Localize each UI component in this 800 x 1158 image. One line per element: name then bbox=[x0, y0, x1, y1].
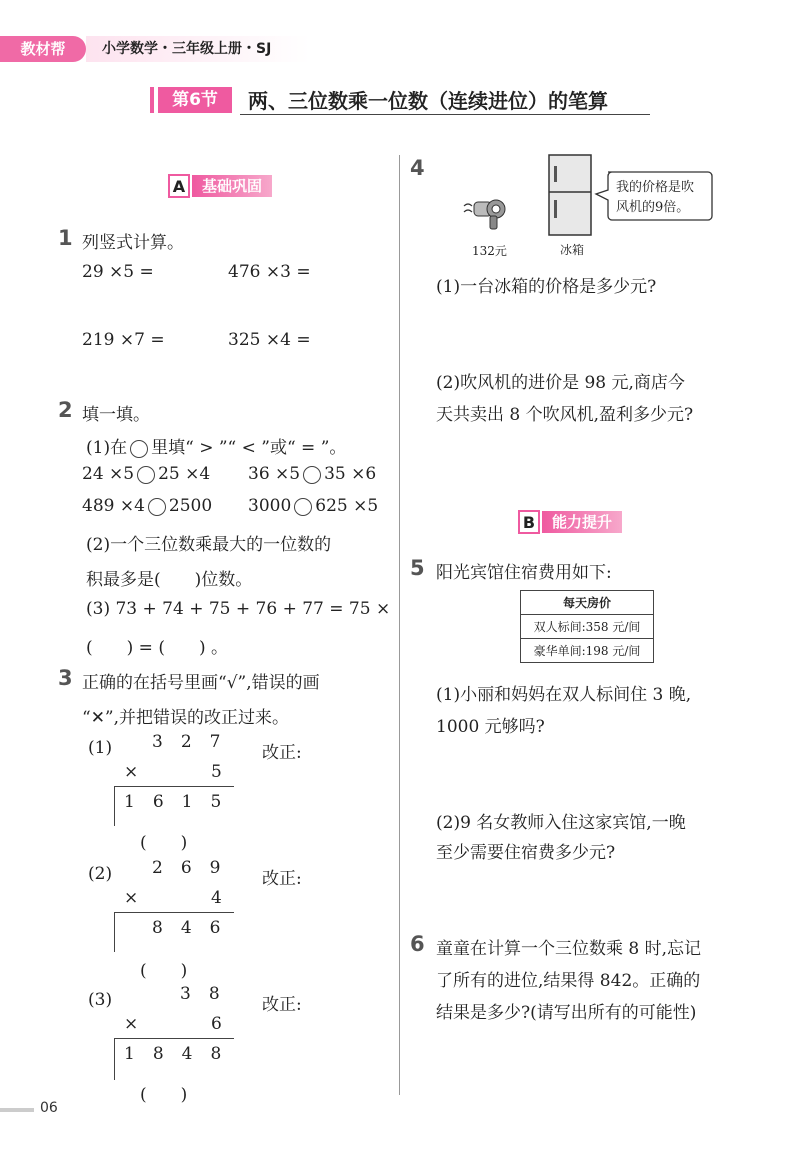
badge-text: 能力提升 bbox=[542, 511, 622, 533]
question-text: 积最多是( )位数。 bbox=[86, 570, 253, 590]
multiplicand: 269 bbox=[152, 858, 239, 878]
product: 846 bbox=[152, 918, 239, 938]
answer-paren[interactable]: ( ) bbox=[140, 833, 188, 853]
calc-line bbox=[114, 912, 115, 952]
answer-paren[interactable]: ( ) bbox=[140, 1085, 188, 1105]
calc-line bbox=[114, 786, 234, 787]
hair-dryer-icon bbox=[462, 196, 508, 230]
fix-label: 改正: bbox=[262, 995, 302, 1015]
book-title: 小学数学・三年级上册・SJ bbox=[86, 36, 310, 62]
multiplicand: 327 bbox=[152, 732, 239, 752]
compare-circle[interactable] bbox=[303, 466, 321, 484]
compare-circle[interactable] bbox=[137, 466, 155, 484]
calc-line bbox=[114, 912, 234, 913]
compare-circle[interactable] bbox=[148, 498, 166, 516]
brand-label: 教材帮 bbox=[0, 36, 86, 62]
calc-item: 476 ×3 = bbox=[228, 262, 311, 282]
question-number: 2 bbox=[58, 398, 73, 422]
question-text: 列竖式计算。 bbox=[82, 233, 184, 253]
question-number: 4 bbox=[410, 156, 425, 180]
question-text: 1000 元够吗? bbox=[436, 717, 545, 737]
question-text: “✕”,并把错误的改正过来。 bbox=[82, 708, 290, 728]
question-text: 童童在计算一个三位数乘 8 时,忘记 bbox=[436, 939, 702, 959]
price-table bbox=[520, 590, 654, 663]
times-sign: × bbox=[124, 1014, 139, 1034]
multiplier: 5 bbox=[211, 762, 222, 782]
item-label: (1) bbox=[88, 738, 113, 758]
column-divider bbox=[399, 155, 400, 1095]
fridge-label: 冰箱 bbox=[560, 243, 585, 257]
question-text: (2)吹风机的进价是 98 元,商店今 bbox=[436, 373, 685, 393]
question-number: 5 bbox=[410, 556, 425, 580]
question-text: 结果是多少?(请写出所有的可能性) bbox=[436, 1003, 697, 1023]
question-text: 天共卖出 8 个吹风机,盈利多少元? bbox=[436, 405, 694, 425]
badge-text: 基础巩固 bbox=[192, 175, 272, 197]
compare-instruction: (1)在 里填“ > ”“ < ”或“ = ”。 bbox=[86, 438, 347, 458]
product: 1848 bbox=[124, 1044, 240, 1064]
fix-label: 改正: bbox=[262, 743, 302, 763]
answer-paren[interactable]: ( ) bbox=[140, 961, 188, 981]
question-text: 至少需要住宿费多少元? bbox=[436, 843, 616, 863]
footer-bar bbox=[0, 1108, 34, 1112]
question-text: (2)9 名女教师入住这家宾馆,一晚 bbox=[436, 813, 686, 833]
question-number: 3 bbox=[58, 666, 73, 690]
question-text: (3) 73 + 74 + 75 + 76 + 77 = 75 × bbox=[86, 599, 391, 619]
section-underline bbox=[240, 114, 650, 115]
question-text: 了所有的进位,结果得 842。正确的 bbox=[436, 971, 701, 991]
compare-circle[interactable] bbox=[294, 498, 312, 516]
section-title: 两、三位数乘一位数（连续进位）的笔算 bbox=[248, 89, 608, 113]
question-number: 1 bbox=[58, 226, 73, 250]
fridge-icon bbox=[548, 154, 592, 236]
calc-line bbox=[114, 786, 115, 826]
calc-line bbox=[114, 1038, 234, 1039]
calc-item: 325 ×4 = bbox=[228, 330, 311, 350]
compare-circle[interactable] bbox=[130, 440, 148, 458]
multiplier: 4 bbox=[211, 888, 222, 908]
calc-item: 29 ×5 = bbox=[82, 262, 154, 282]
section-tag: 第6节 bbox=[158, 87, 232, 113]
badge-letter: B bbox=[518, 510, 540, 534]
compare-row: 36 ×5 35 ×6 bbox=[248, 464, 377, 484]
question-text: (1)一台冰箱的价格是多少元? bbox=[436, 277, 657, 297]
badge-letter: A bbox=[168, 174, 190, 198]
multiplicand: 38 bbox=[180, 984, 238, 1004]
price-table-title: 每天房价 bbox=[521, 591, 654, 615]
times-sign: × bbox=[124, 888, 139, 908]
fix-label: 改正: bbox=[262, 869, 302, 889]
compare-row: 24 ×5 25 ×4 bbox=[82, 464, 211, 484]
question-text: (1)小丽和妈妈在双人标间住 3 晚, bbox=[436, 685, 692, 705]
item-label: (2) bbox=[88, 864, 113, 884]
question-text: (2)一个三位数乘最大的一位数的 bbox=[86, 535, 332, 555]
compare-row: 3000 625 ×5 bbox=[248, 496, 379, 516]
product: 1615 bbox=[124, 792, 240, 812]
bubble-text: 风机的9倍。 bbox=[616, 200, 690, 215]
item-label: (3) bbox=[88, 990, 113, 1010]
multiplier: 6 bbox=[211, 1014, 222, 1034]
question-text: ( ) = ( ) 。 bbox=[86, 638, 228, 658]
price-row: 双人标间:358 元/间 bbox=[521, 615, 654, 639]
compare-row: 489 ×4 2500 bbox=[82, 496, 213, 516]
page-number: 06 bbox=[40, 1100, 58, 1116]
question-number: 6 bbox=[410, 932, 425, 956]
question-text: 填一填。 bbox=[82, 405, 150, 425]
times-sign: × bbox=[124, 762, 139, 782]
dryer-price: 132元 bbox=[472, 244, 507, 258]
price-row: 豪华单间:198 元/间 bbox=[521, 639, 654, 663]
bubble-text: 我的价格是吹 bbox=[616, 180, 695, 195]
calc-line bbox=[114, 1038, 115, 1080]
question-text: 阳光宾馆住宿费用如下: bbox=[436, 563, 612, 583]
question-text: 正确的在括号里画“√”,错误的画 bbox=[82, 673, 320, 693]
calc-item: 219 ×7 = bbox=[82, 330, 165, 350]
